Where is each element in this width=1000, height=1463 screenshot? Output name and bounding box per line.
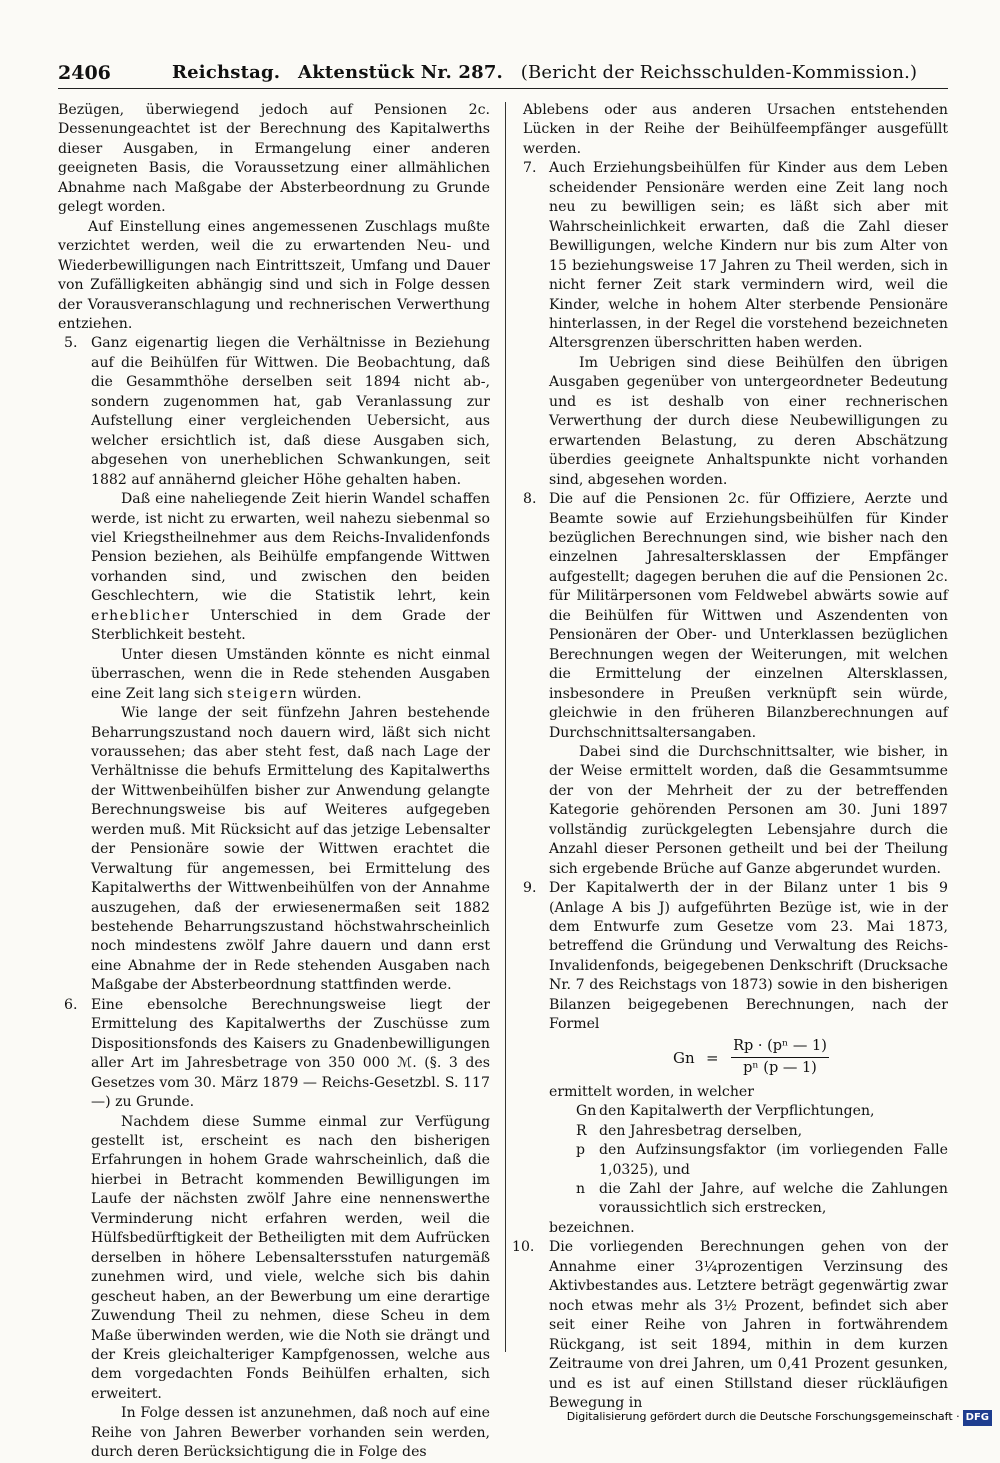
symbol-definitions bbox=[549, 1102, 948, 1219]
item-10-paragraph: Die vorliegenden Berechnungen gehen von der Annahme einer 3¼prozentigen Verzinsung des Aktivbestandes aus. Letztere beträgt gegenwärtig zwar noch etwas mehr als 3½ Prozent, befindet sich aber seit einer Reihe von Jahren in fortwährendem Rückgang, ist seit 1894, mithin in dem kurzen Zeitraume von drei Jahren, um 0,41 Prozent gesunken, und es ist auf einen Stillstand dieser rückläufigen Bewegung in bbox=[549, 1239, 948, 1411]
item-9-paragraph-b: ermittelt worden, in welcher bbox=[549, 1083, 754, 1100]
item-9-paragraph-c: bezeichnen. bbox=[549, 1219, 635, 1236]
item-5-paragraph-a: Ganz eigenartig liegen die Verhältnisse in Beziehung auf die Beihülfen für Wittwen. Die Beobachtung, daß die Gesammthöhe derselben seit 1894 nicht ab-, sondern zugenommen hat, gab Veranlassung zur Aufstellung einer vergleichenden Uebersicht, aus welcher ersichtlich ist, daß diese Ausgaben sich, abgesehen von unerheblichen Schwankungen, seit 1882 auf annähernd gleicher Höhe gehalten haben. bbox=[91, 335, 490, 488]
list-item-5 bbox=[58, 334, 490, 995]
formula-lhs: Gn bbox=[673, 1048, 695, 1067]
item-6-paragraph-c: In Folge dessen ist anzunehmen, daß noch auf eine Reihe von Jahren Bewerber vorhanden sein werden, durch deren Berücksichtigung die in Folge des bbox=[91, 1405, 490, 1461]
dfg-footer: Digitalisierung gefördert durch die Deutsche Forschungsgemeinschaft · DFG bbox=[567, 1409, 992, 1426]
spaced-emphasis-steigern: steigern bbox=[227, 685, 299, 702]
item-number-6: 6. bbox=[64, 996, 78, 1013]
header-title bbox=[172, 60, 917, 86]
header-title-reichstag: Reichstag. bbox=[172, 62, 281, 83]
page-number: 2406 bbox=[58, 62, 111, 84]
spaced-emphasis-erheblicher: erheblicher bbox=[91, 607, 191, 624]
footer-text: Digitalisierung gefördert durch die Deutsche Forschungsgemeinschaft bbox=[566, 1410, 953, 1423]
left-paragraph-zuschlag: Auf Einstellung eines angemessenen Zuschlags mußte verzichtet werden, weil die zu erwartenden Neu- und Wiederbewilligungen nach Eintrittszeit, Umfang und Dauer von Zufälligkeiten abhängig sind und sich in Folge dessen der Vorausveranschlagung und rechnerischen Verwerthung entziehen. bbox=[58, 218, 490, 332]
definition-symbol: n bbox=[576, 1181, 586, 1198]
item-number-9: 9. bbox=[523, 880, 537, 897]
left-paragraph-continuation: Bezügen, überwiegend jedoch auf Pensionen 2c. Dessenungeachtet ist der Berechnung des Kapitalwerths dieser Ausgaben, in Ermangelung einer anderen geeigneten Basis, die Voraussetzung einer allmählichen Abnahme nach Maßgabe der Absterbeordnung zu Grunde gelegt worden. bbox=[58, 102, 490, 216]
header-rule bbox=[58, 88, 948, 89]
definition-symbol: Gn bbox=[576, 1103, 597, 1120]
definition-row bbox=[549, 1141, 948, 1180]
definition-row bbox=[549, 1180, 948, 1219]
formula-fraction bbox=[731, 1037, 829, 1078]
formula-denominator: pⁿ (p — 1) bbox=[743, 1059, 817, 1076]
header-title-bericht: (Bericht der Reichsschulden-Kommission.) bbox=[520, 62, 918, 83]
right-paragraph-continuation: Ablebens oder aus anderen Ursachen entstehenden Lücken in der Reihe der Beihülfeempfänger ausgefüllt werden. bbox=[523, 102, 948, 157]
list-item-6 bbox=[58, 996, 490, 1463]
formula-equals: = bbox=[706, 1048, 719, 1067]
item-number-10: 10. bbox=[512, 1239, 535, 1256]
dfg-logo: DFG bbox=[963, 1410, 992, 1426]
list-item-10 bbox=[512, 1238, 948, 1413]
item-5-paragraph-d: Wie lange der seit fünfzehn Jahren bestehende Beharrungszustand noch dauern wird, läßt sich nicht voraussehen; das aber steht fest, daß nach Lage der Verhältnisse die behufs Ermittelung des Kapitalwerths der Wittwenbeihülfen bisher zur Anwendung gelangte Berechnungsweise bis auf Weiteres aufgegeben werden muß. Mit Rücksicht auf das jetzige Lebensalter der Pensionäre sowie der Wittwen erachtet die Verwaltung für angemessen, bei Ermittelung des Kapitalwerths der Wittwenbeihülfen von der Annahme auszugehen, daß der erwiesenermaßen seit 1882 bestehende Beharrungszustand höchstwahrscheinlich noch mindestens zwölf Jahre dauern und dann erst eine Abnahme der in Rede stehenden Ausgaben nach Maßgabe der Absterbeordnung stattfinden werde. bbox=[91, 705, 490, 994]
item-7-paragraph-b: Im Uebrigen sind diese Beihülfen den übrigen Ausgaben gegenüber von untergeordneter Bedeutung und es ist deshalb von einer rechnerischen Verwerthung der durch diese Neubewilligungen zu erwartenden Belastung, zu deren Abschätzung überdies geeignete Anhaltspunkte nicht vorhanden sind, abgesehen worden. bbox=[549, 354, 948, 488]
definition-text: die Zahl der Jahre, auf welche die Zahlungen voraussichtlich sich erstrecken, bbox=[599, 1181, 948, 1217]
item-5-paragraph-b bbox=[91, 490, 490, 646]
fraction-bar bbox=[731, 1057, 829, 1058]
item-number-5: 5. bbox=[64, 335, 78, 352]
definition-text: den Kapitalwerth der Verpflichtungen, bbox=[599, 1103, 875, 1120]
definition-text: den Aufzinsungsfaktor (im vorliegenden Falle 1,0325), und bbox=[599, 1142, 948, 1178]
definition-row bbox=[549, 1122, 948, 1141]
definition-symbol: R bbox=[576, 1122, 587, 1139]
list-item-8 bbox=[523, 490, 948, 879]
column-divider bbox=[505, 102, 506, 1352]
header-title-aktenstueck: Aktenstück Nr. 287. bbox=[298, 62, 504, 83]
item-number-7: 7. bbox=[523, 160, 537, 177]
definition-row bbox=[549, 1102, 948, 1121]
item-8-paragraph-a: Die auf die Pensionen 2c. für Offiziere, Aerzte und Beamte sowie auf Erziehungsbeihülfen für Kinder bezüglichen Berechnungen sind, wie bisher nach den einzelnen Jahresaltersklassen der Empfänger aufgestellt; dagegen beruhen die auf die Pensionen 2c. für Militärpersonen vom Feldwebel abwärts sowie auf die Beihülfen für Wittwen und Aszendenten von Pensionären der Ober- und Unterklassen bezüglichen Berechnungen wegen der Weiterungen, mit welchen die Ermittelung der einzelnen Altersklassen, insbesondere in Preußen verknüpft sein würde, gleichwie in den früheren Bilanzberechnungen auf Durchschnittsaltersangaben. bbox=[549, 491, 948, 741]
definition-symbol: p bbox=[576, 1142, 586, 1159]
item-number-8: 8. bbox=[523, 491, 537, 508]
item-8-paragraph-b: Dabei sind die Durchschnittsalter, wie bisher, in der Weise ermittelt worden, daß die Gesammtsumme der von der Mehrheit der zu der betreffenden Kategorie gehörenden Personen am 30. Juni 1897 vollständig zurückgelegten Lebensjahre durch die Anzahl dieser Personen getheilt und bei der Theilung sich ergebende Brüche auf Ganze abgerundet wurden. bbox=[549, 743, 948, 877]
formula bbox=[549, 1037, 948, 1081]
item-9-paragraph-a: Der Kapitalwerth der in der Bilanz unter 1 bis 9 (Anlage A bis J) aufgeführten Bezüge ist, wie in der dem Entwurfe zum Gesetze vom 23. Mai 1873, betreffend die Gründung und Verwaltung des Reichs-Invalidenfonds, beigegebenen Denkschrift (Drucksache Nr. 7 des Reichstags von 1873) sowie in den bisherigen Bilanzen beigegebenen Berechnungen, nach der Formel bbox=[549, 880, 948, 1033]
item-6-paragraph-a: Eine ebensolche Berechnungsweise liegt der Ermittelung des Kapitalwerths der Zuschüsse zum Dispositionsfonds des Kaisers zu Gnadenbewilligungen aller Art im Jahresbetrage von 350 000 ℳ. (§. 3 des Gesetzes vom 30. März 1879 — Reichs-Gesetzbl. S. 117 —) zu Grunde. bbox=[91, 996, 490, 1111]
item-5-paragraph-b-text: Daß eine naheliegende Zeit hierin Wandel schaffen werde, ist nicht zu erwarten, weil nahezu siebenmal so viel Kriegstheilnehmer aus dem Reichs-Invalidenfonds Pension beziehen, als Beihülfe empfangende Wittwen vorhanden sind, und zwischen den beiden Geschlechtern, wie die Statistik lehrt, kein bbox=[91, 491, 490, 605]
item-5-paragraph-b-end: Unterschied in dem Grade der Sterblichkeit besteht. bbox=[91, 607, 490, 644]
item-6-paragraph-b: Nachdem diese Summe einmal zur Verfügung gestellt ist, erscheint es nach den bisherigen Erfahrungen in hohem Grade wahrscheinlich, daß die hierbei in Betracht kommenden Bewilligungen im Laufe der nächsten zwölf Jahre eine nennenswerthe Verminderung nicht erfahren werden, weil die Hülfsbedürftigkeit der Betheiligten mit dem Aufrücken derselben in höhere Lebensaltersstufen naturgemäß zunehmen wird, und viele, welche sich bis dahin gescheut haben, an der Bewerbung um eine derartige Zuwendung Theil zu nehmen, diese Scheu in dem Maße überwinden werden, wie die Noth sie drängt und der Kreis gleichalteriger Kampfgenossen, welche aus dem vorgedachten Fonds Beihülfen erhalten, sich erweitert. bbox=[91, 1113, 490, 1402]
formula-numerator: Rp · (pⁿ — 1) bbox=[733, 1037, 827, 1054]
item-5-paragraph-c-text: Unter diesen Umständen könnte es nicht einmal überraschen, wenn die in Rede stehenden Ausgaben eine Zeit lang sich bbox=[91, 646, 490, 702]
list-item-9 bbox=[523, 879, 948, 1238]
item-5-paragraph-c bbox=[91, 646, 490, 704]
list-item-7 bbox=[523, 159, 948, 490]
running-header bbox=[58, 60, 948, 86]
right-column bbox=[512, 101, 948, 1413]
item-5-paragraph-c-end: würden. bbox=[302, 685, 362, 702]
definition-text: den Jahresbetrag derselben, bbox=[599, 1122, 803, 1139]
item-7-paragraph-a: Auch Erziehungsbeihülfen für Kinder aus dem Leben scheidender Pensionäre werden eine Zeit lang noch neu zu bewilligen sein; es läßt sich aber mit Wahrscheinlichkeit erwarten, daß die Zahl dieser Bewilligungen, welche Kindern nur bis zum Alter von 15 beziehungsweise 17 Jahren zu Theil werden, sich in nicht ferner Zeit stark vermindern wird, weil die Kinder, welche in hohem Alter sterbende Pensionäre hinterlassen, in der Regel die vorstehend bezeichneten Altersgrenzen überschritten haben werden. bbox=[549, 160, 948, 352]
left-column bbox=[58, 101, 490, 1463]
